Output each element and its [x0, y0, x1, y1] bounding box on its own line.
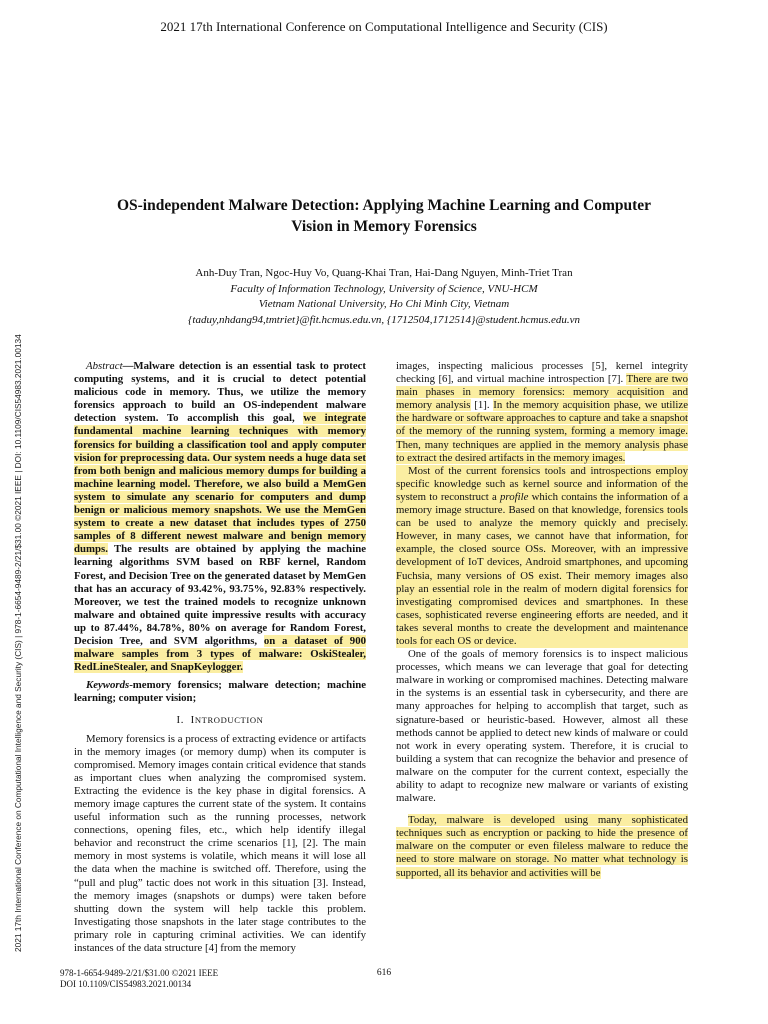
- para2-highlight-2: In the memory acquisition phase, we utilize the hardware or software approaches to capture and take a snapshot of the memory of the running system, forming a memory image. Then, many techniques are applied in the memory analysis phase to extract the desired artifacts in the memory images.: [396, 399, 689, 464]
- keywords-text: -memory forensics; malware detection; machine learning; computer vision;: [74, 679, 366, 705]
- intro-paragraph-3: [396, 465, 688, 648]
- page-number: 616: [376, 968, 392, 978]
- para2-highlight-1: There are two main phases in memory forensics: memory acquisition and memory analysis: [396, 373, 688, 412]
- footer-isbn: 978-1-6654-9489-2/21/$31.00 ©2021 IEEE: [60, 968, 219, 978]
- abstract: [74, 360, 366, 674]
- para5-highlight: Today, malware is developed using many sophisticated techniques such as encryption or packing to hide the presence of malware on the computer or even fileless malware to reduce the need to store malware on storage. No matter what technology is supported, all its behavior and activities will be: [396, 814, 688, 879]
- para2-text-1: images, inspecting malicious processes [5], kernel integrity checking [6], and virtual machine introspection [7].: [396, 360, 688, 386]
- abstract-text-1: —Malware detection is an essential task to protect computing systems, and it is crucial to detect potential malicious code in memory. Thus, we utilize the memory forensics approach to build an OS-independent malware detection system. To accomplish this goal,: [74, 360, 366, 425]
- abstract-highlight-1: we integrate fundamental machine learning techniques with memory forensics for building a classification tool and apply computer vision for preprocessing data. Our system needs a huge data set from both benign and malicious memory dumps for building a machine learning model. Therefore, we also build a MemGen system to simulate any scenario for computers and dump benign or malicious memory snapshots. We use the MemGen system to create a new dataset that includes types of 2750 samples of 8 different newest malware and benign memory dumps.: [74, 412, 366, 556]
- intro-paragraph-4: One of the goals of memory forensics is to inspect malicious processes, which means we can leverage that goal for detecting malware in working or compromised machines. Detecting malware in the systems is an essential task in cybersecurity, and there are many approaches for helping to accomplish that target, such as signature-based or heuristic-based. However, almost all these methods cannot be applied to detect new kinds of malware or could not work in every operating system. Therefore, it is crucial to building a system that can recognize the behavior and presence of malware on the computer for the current context, especially the ability to adapt to recognize new malware or variants of existing malware.: [396, 648, 688, 805]
- section-title-rest: NTRODUCTION: [194, 715, 264, 726]
- side-doi-stamp: 2021 17th International Conference on Computational Intelligence and Security (CIS) | 978-1-6654-9489-2/21/$31.00 ©2021 IEEE | DOI: 10.1109/CIS54983.2021.00134: [13, 334, 23, 952]
- author-emails: {taduy,nhdang94,tmtriet}@fit.hcmus.edu.vn, {1712504,1712514}@student.hcmus.edu.vn: [188, 313, 580, 326]
- para3-text-1: Most of the current forensics tools and introspections employ specific knowledge such as kernel source and information of the system to reconstruct a: [396, 464, 688, 503]
- para2-text-2: [1].: [470, 399, 494, 412]
- para3-text-2: which contains the information of a memory image structure. Based on that knowledge, forensics tools can be used to analyze the memory quickly and precisely. However, in many cases, we cannot have that information, for example, the closed source OSs. Moreover, with an impressive development of IoT devices, Android smartphones, and upcoming Fuchsia, many versions of OS exist. Their memory images also play an essential role in the realm of modern digital forensics for investigating compromised devices and smartphones. In these cases, sophisticated reverse engineering efforts are needed, and it takes several months to create the development and maintenance tools for each OS or device.: [396, 490, 688, 647]
- intro-paragraph-1: Memory forensics is a process of extracting evidence or artifacts in the memory images (or memory dump) when its computer is compromised. Memory images contain critical evidence that stands as important clues when analyzing the compromised system. Extracting the evidence is the key phase in digital forensics. A memory image captures the current state of the system. It contains useful information such as the running processes, network connections, opening files, etc., which help identify illegal behavior and reconstruct the crime scenarios [1], [2]. The main memory in most systems is volatile, which means it will lose all the data when the machine is switched off. Therefore, using the “pull and plug” tactic does not work in this situation [3]. Instead, the memory images (snapshots or dumps) were taken before shutting down the system will help tackle this problem. Investigating those snapshots in the later stage contributes to the primary role in capturing criminal activities. We can identify instances of the data structure [4] from the memory: [74, 732, 366, 955]
- author-list: Anh-Duy Tran, Ngoc-Huy Vo, Quang-Khai Tran, Hai-Dang Nguyen, Minh-Triet Tran: [195, 267, 573, 279]
- abstract-text-2: The results are obtained by applying the machine learning algorithms SVM based on RBF kernel, Random Forest, and Decision Tree on the generated dataset by MemGen that has an accuracy of 93.42%, 93.75%, 92.83% respectively. Moreover, we test the trained models to recognize unknown malware and obtained quite impressive results with accuracy up to 87.44%, 84.78%, 80% on average for Random Forest, Decision Tree, and SVM algorithms,: [74, 543, 366, 647]
- right-column: [396, 360, 688, 880]
- keywords-label: Keywords: [86, 679, 130, 692]
- para3-emphasis: profile: [500, 490, 529, 503]
- footer-doi: DOI 10.1109/CIS54983.2021.00134: [60, 978, 192, 989]
- conference-header: 2021 17th International Conference on Computational Intelligence and Security (CIS): [160, 19, 608, 34]
- keywords: [74, 679, 366, 705]
- affiliation-faculty: Faculty of Information Technology, University of Science, VNU-HCM: [230, 282, 538, 295]
- left-column: [74, 360, 366, 955]
- intro-paragraph-5: [396, 814, 688, 879]
- authors-block: [120, 266, 648, 328]
- affiliation-university: Vietnam National University, Ho Chi Minh City, Vietnam: [258, 298, 510, 310]
- section-heading-introduction: [74, 714, 366, 727]
- abstract-label: Abstract: [86, 360, 123, 372]
- abstract-highlight-2: on a dataset of 900 malware samples from 3 types of malware: OskiStealer, RedLineStealer, and SnapKeylogger.: [74, 634, 366, 674]
- section-number: I.: [176, 714, 184, 727]
- paper-title: OS-independent Malware Detection: Applying Machine Learning and Computer Vision in Memory Forensics: [116, 197, 652, 235]
- intro-paragraph-2: [396, 360, 688, 465]
- section-title-initial: I: [190, 714, 195, 727]
